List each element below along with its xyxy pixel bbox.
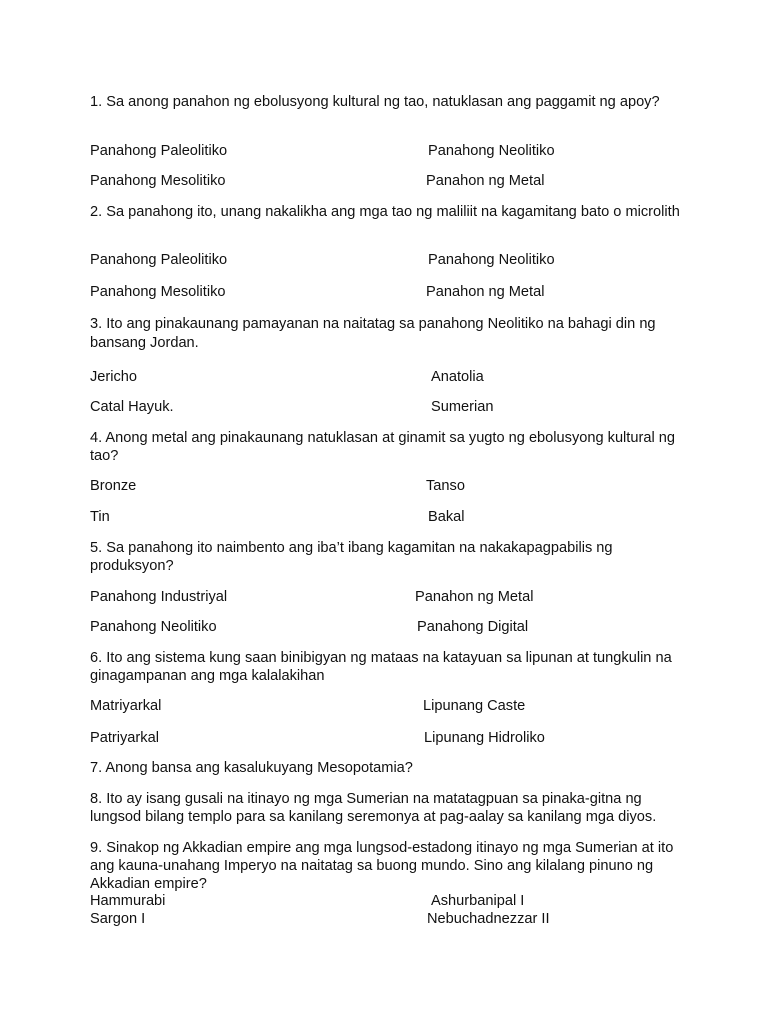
question-3-text: 3. Ito ang pinakaunang pamayanan na naitatag sa panahong Neolitiko na bahagi din ng bansang Jordan. xyxy=(90,316,656,351)
question-2-option-b: Panahong Neolitiko xyxy=(428,252,555,268)
question-6-option-a: Matriyarkal xyxy=(90,698,162,714)
question-2-text: 2. Sa panahong ito, unang nakalikha ang mga tao ng maliliit na kagamitang bato o microlith xyxy=(90,204,680,220)
question-5-text: 5. Sa panahong ito naimbento ang iba’t ibang kagamitan na nakakapagpabilis ng produksyon? xyxy=(90,540,613,574)
question-9-option-c: Sargon I xyxy=(90,911,146,927)
question-2-option-a: Panahong Paleolitiko xyxy=(90,252,228,268)
question-6-option-d: Lipunang Hidroliko xyxy=(424,730,545,746)
question-4-option-c: Tin xyxy=(90,509,110,525)
question-6-option-b: Lipunang Caste xyxy=(423,698,526,714)
question-9-option-a: Hammurabi xyxy=(90,893,166,909)
question-2-option-c: Panahong Mesolitiko xyxy=(90,284,226,300)
question-1-option-a: Panahong Paleolitiko xyxy=(90,143,228,159)
question-9-option-b: Ashurbanipal I xyxy=(431,893,525,909)
question-9-text: 9. Sinakop ng Akkadian empire ang mga lungsod-estadong itinayo ng mga Sumerian at ito ang kauna-unahang Imperyo na naitatag sa buong mundo. Sino ang kilalang pinuno ng Akkadian empire? xyxy=(90,840,674,892)
question-1-option-d: Panahon ng Metal xyxy=(426,173,545,189)
question-8-text: 8. Ito ay isang gusali na itinayo ng mga Sumerian na matatagpuan sa pinaka-gitna ng lungsod bilang templo para sa kanilang seremonya at pag-aalay sa kanilang mga diyos. xyxy=(90,791,657,825)
question-7-text: 7. Anong bansa ang kasalukuyang Mesopotamia? xyxy=(90,760,413,776)
question-4-option-d: Bakal xyxy=(428,509,465,525)
question-5-option-a: Panahong Industriyal xyxy=(90,589,228,605)
question-4-option-a: Bronze xyxy=(90,478,137,494)
question-1-option-c: Panahong Mesolitiko xyxy=(90,173,226,189)
question-5-option-b: Panahon ng Metal xyxy=(415,589,534,605)
question-5-option-d: Panahong Digital xyxy=(417,619,529,635)
question-3-option-a: Jericho xyxy=(90,369,138,385)
question-2-option-d: Panahon ng Metal xyxy=(426,284,545,300)
question-3-option-c: Catal Hayuk. xyxy=(90,399,174,415)
question-1-option-b: Panahong Neolitiko xyxy=(428,143,555,159)
question-1-text: 1. Sa anong panahon ng ebolusyong kultural ng tao, natuklasan ang paggamit ng apoy? xyxy=(90,94,660,110)
question-6-option-c: Patriyarkal xyxy=(90,730,159,746)
question-3-option-d: Sumerian xyxy=(431,399,494,415)
question-4-option-b: Tanso xyxy=(426,478,465,494)
question-5-option-c: Panahong Neolitiko xyxy=(90,619,217,635)
question-6-text: 6. Ito ang sistema kung saan binibigyan ng mataas na katayuan sa lipunan at tungkulin na ginagampanan ang mga kalalakihan xyxy=(90,650,672,684)
question-9-option-d: Nebuchadnezzar II xyxy=(427,911,550,927)
question-4-text: 4. Anong metal ang pinakaunang natuklasan at ginamit sa yugto ng ebolusyong kultural ng tao? xyxy=(90,430,675,464)
question-3-option-b: Anatolia xyxy=(431,369,484,385)
